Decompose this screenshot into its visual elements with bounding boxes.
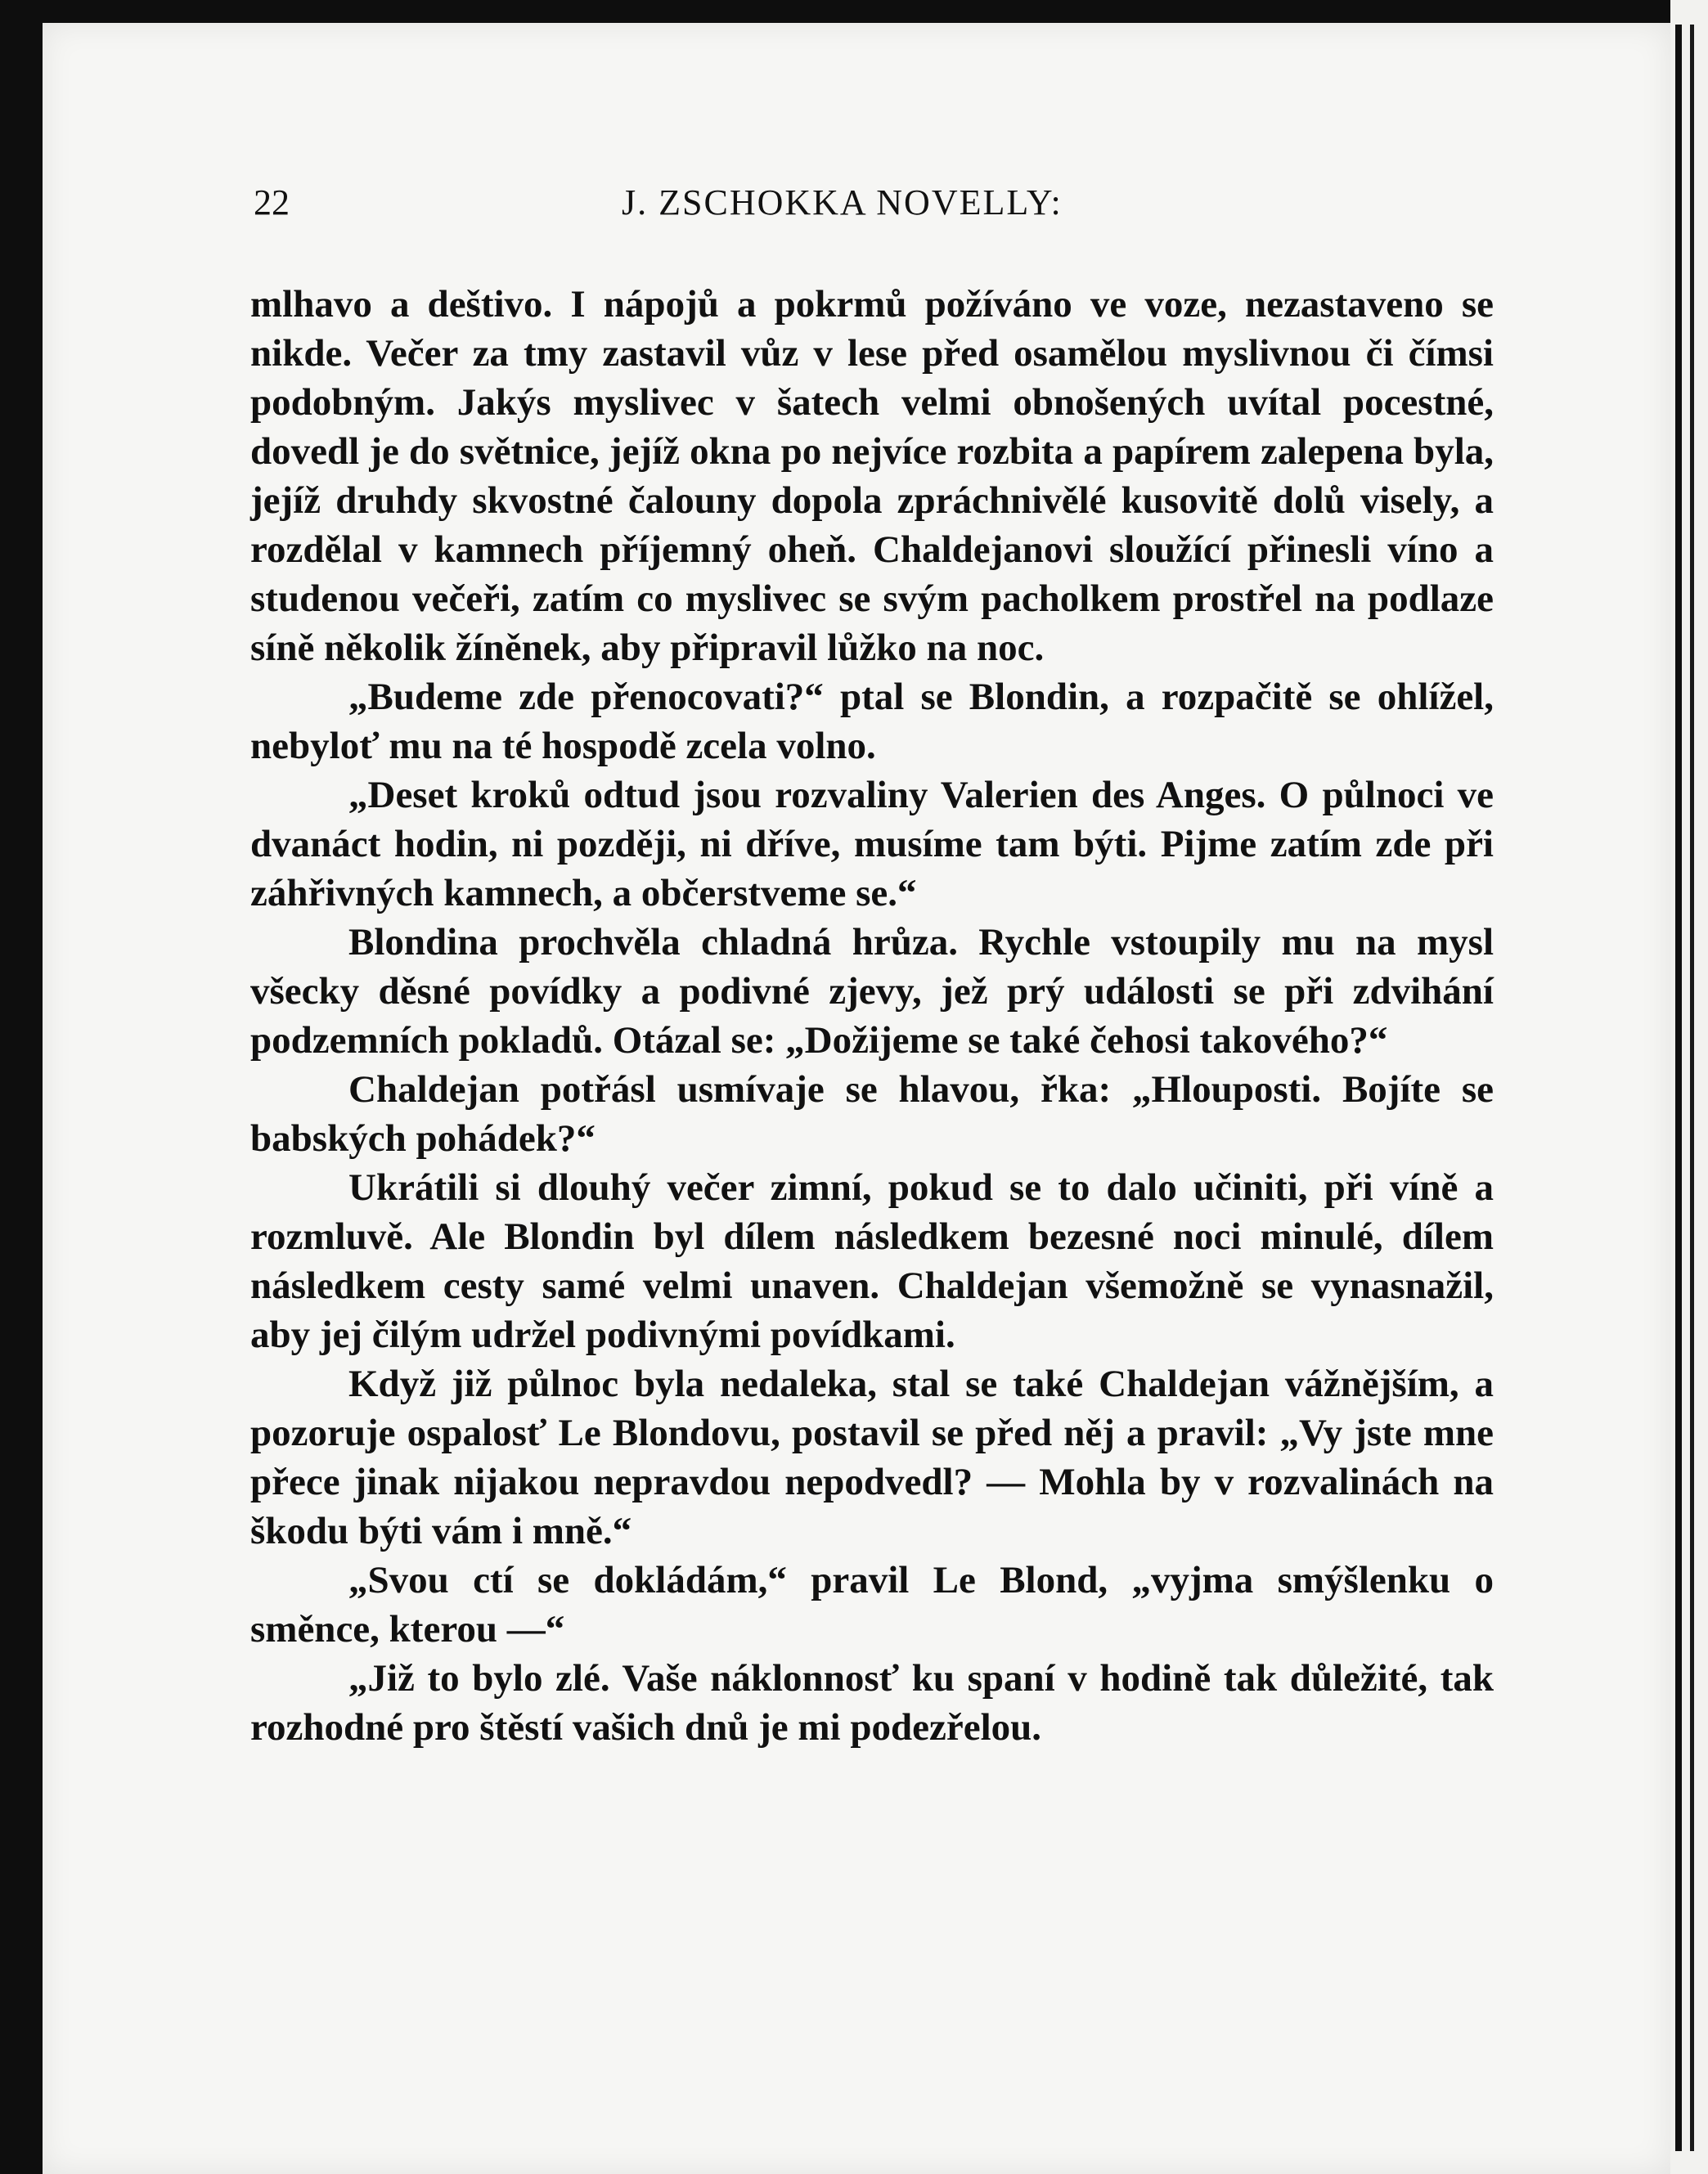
paragraph: „Svou ctí se dokládám,“ pravil Le Blond, „vyjma smýšlenku o směnce, kterou —“ (250, 1559, 1494, 1651)
paragraph: Chaldejan potřásl usmívaje se hlavou, řka: „Hlouposti. Bojíte se babských pohádek?“ (250, 1068, 1494, 1160)
running-title: J. ZSCHOKKA NOVELLY: (622, 182, 1063, 222)
body-text (250, 280, 1494, 1752)
paragraph: Ukrátili si dlouhý večer zimní, pokud se to dalo učiniti, při víně a rozmluvě. Ale Blondin byl dílem následkem bezesné noci minulé, dílem následkem cesty samé velmi unaven. Chaldejan všemožně se vynasnažil, aby jej čilým udržel podivnými povídkami. (250, 1166, 1494, 1356)
paragraph: „Již to bylo zlé. Vaše náklonnosť ku spaní v hodině tak důležité, tak rozhodné pro štěstí vašich dnů je mi podezřelou. (250, 1657, 1494, 1749)
binding-shadow (1675, 25, 1682, 2151)
paragraph: Když již půlnoc byla nedaleka, stal se také Chaldejan vážnějším, a pozoruje ospalosť Le Blondovu, postavil se před něj a pravil: „Vy jste mne přece jinak nijakou nepravdou nepodvedl? — Mohla by v rozvalinách na škodu býti vám i mně.“ (250, 1363, 1494, 1552)
paragraph: mlhavo a deštivo. I nápojů a pokrmů požíváno ve voze, nezastaveno se nikde. Večer za tmy zastavil vůz v lese před osamělou myslivnou či čímsi podobným. Jakýs myslivec v šatech velmi obnošených uvítal pocestné, dovedl je do světnice, jejíž okna po nejvíce rozbita a papírem zalepena byla, jejíž druhdy skvostné čalouny dopola zpráchnivělé kusovitě dolů visely, a rozdělal v kamnech příjemný oheň. Chaldejanovi sloužící přinesli víno a studenou večeři, zatím co myslivec se svým pacholkem prostřel na podlaze síně několik žíněnek, aby připravil lůžko na noc. (250, 283, 1494, 669)
page-header (254, 182, 1497, 231)
paragraph: „Deset kroků odtud jsou rozvaliny Valerien des Anges. O půlnoci ve dvanáct hodin, ni později, ni dříve, musíme tam býti. Pijme zatím zde při záhřivných kamnech, a občerstveme se.“ (250, 774, 1494, 914)
paragraph: Blondina prochvěla chladná hrůza. Rychle vstoupily mu na mysl všecky děsné povídky a podivné zjevy, jež prý události se při zdvihání podzemních pokladů. Otázal se: „Dožijeme se také čehosi takového?“ (250, 921, 1494, 1062)
paragraph: „Budeme zde přenocovati?“ ptal se Blondin, a rozpačitě se ohlížel, nebyloť mu na té hospodě zcela volno. (250, 676, 1494, 767)
page-number: 22 (254, 182, 290, 222)
page-binding-edge (1670, 0, 1708, 2174)
binding-shadow-secondary (1690, 25, 1694, 2151)
